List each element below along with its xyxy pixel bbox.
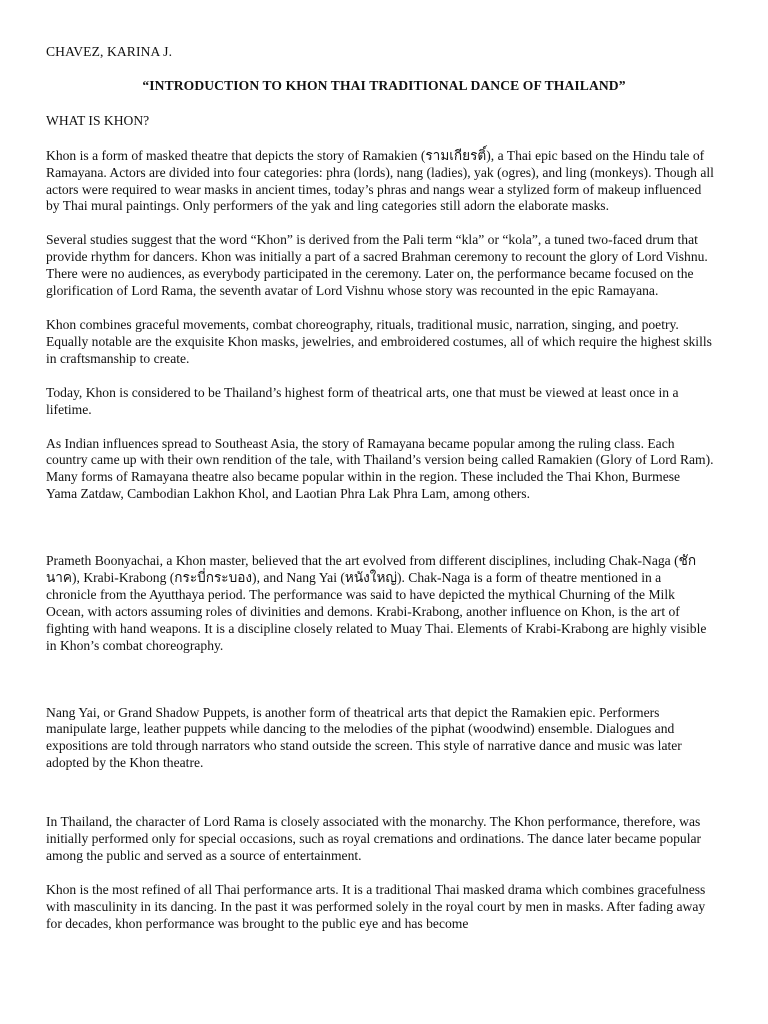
- paragraph-monarchy: In Thailand, the character of Lord Rama is closely associated with the monarchy. The Khon performance, therefore, was initially performed only for special occasions, such as royal cremations and ordinations. The dance later became popular among the public and served as a source of entertainment.: [46, 814, 702, 863]
- paragraph-khon-influences: Prameth Boonyachai, a Khon master, believed that the art evolved from different disciplines, including Chak-Naga (ชักนาค), Krabi-Krabong (กระบี่กระบอง), and Nang Yai (หนังใหญ่). Chak-Naga is a form of theatre mentioned in a chronicle from the Ayutthaya period. The performance was said to have depicted the mythical Churning of the Milk Ocean, with actors assuming roles of divinities and demons. Krabi-Krabong, another influence on Khon, is the art of fighting with hand weapons. It is a discipline closely related to Muay Thai. Elements of Krabi-Krabong are highly visible in Khon’s combat choreography.: [46, 553, 707, 653]
- paragraph-khon-elements: Khon combines graceful movements, combat choreography, rituals, traditional music, narration, singing, and poetry. Equally notable are the exquisite Khon masks, jewelries, and embroidered costumes, all of which require the highest skills in craftsmanship to create.: [46, 316, 712, 366]
- paragraph-nang-yai: Nang Yai, or Grand Shadow Puppets, is another form of theatrical arts that depict the Ramakien epic. Performers manipulate large, leather puppets while dancing to the melodies of the piphat (woodwind) ensemble. Dialogues and expositions are told through narrators who stand outside the screen. This style of narrative dance and music was later adopted by the Khon theatre.: [46, 704, 682, 771]
- paragraph-khon-origin: Several studies suggest that the word “Khon” is derived from the Pali term “kla” or “kola”, a tuned two-faced drum that provide rhythm for dancers. Khon was initially a part of a sacred Brahman ceremony to recount the glory of Lord Vishnu. There were no audiences, as everybody participated in the ceremony. Later on, the performance became focused on the glorification of Lord Rama, the seventh avatar of Lord Vishnu whose story was recounted in the epic Ramayana.: [46, 232, 708, 299]
- paragraph-spacer: [46, 520, 714, 553]
- paragraph-spacer: [46, 672, 714, 705]
- paragraph-khon-today: Today, Khon is considered to be Thailand’s highest form of theatrical arts, one that must be viewed at least once in a lifetime.: [46, 384, 679, 417]
- paragraph-refined-art: Khon is the most refined of all Thai performance arts. It is a traditional Thai masked drama which combines gracefulness with masculinity in its dancing. In the past it was performed solely in the royal court by men in masks. After fading away for decades, khon performance was brought to the public eye and has become: [46, 881, 706, 931]
- section-heading: WHAT IS KHON?: [46, 112, 150, 128]
- document-title: “INTRODUCTION TO KHON THAI TRADITIONAL DANCE OF THAILAND”: [142, 77, 626, 93]
- paragraph-khon-definition: Khon is a form of masked theatre that depicts the story of Ramakien (รามเกียรติ์), a Thai epic based on the Hindu tale of Ramayana. Actors are divided into four categories: phra (lords), nang (ladies), yak (ogres), and ling (monkeys). Though all actors were required to wear masks in ancient times, today’s phras and nangs wear a stylized form of makeup influenced by Thai mural paintings. Only performers of the yak and ling categories still adorn the elaborate masks.: [46, 147, 714, 214]
- document-body: [46, 44, 714, 950]
- paragraph-ramayana-spread: As Indian influences spread to Southeast Asia, the story of Ramayana became popular among the ruling class. Each country came up with their own rendition of the tale, with Thailand’s version being called Ramakien (Glory of Lord Ram). Many forms of Ramayana theatre also became popular within in the region. These included the Thai Khon, Burmese Yama Zatdaw, Cambodian Lakhon Khol, and Laotian Phra Lak Phra Lam, among others.: [46, 435, 714, 502]
- author-name: CHAVEZ, KARINA J.: [46, 44, 173, 59]
- paragraph-spacer: [46, 789, 714, 814]
